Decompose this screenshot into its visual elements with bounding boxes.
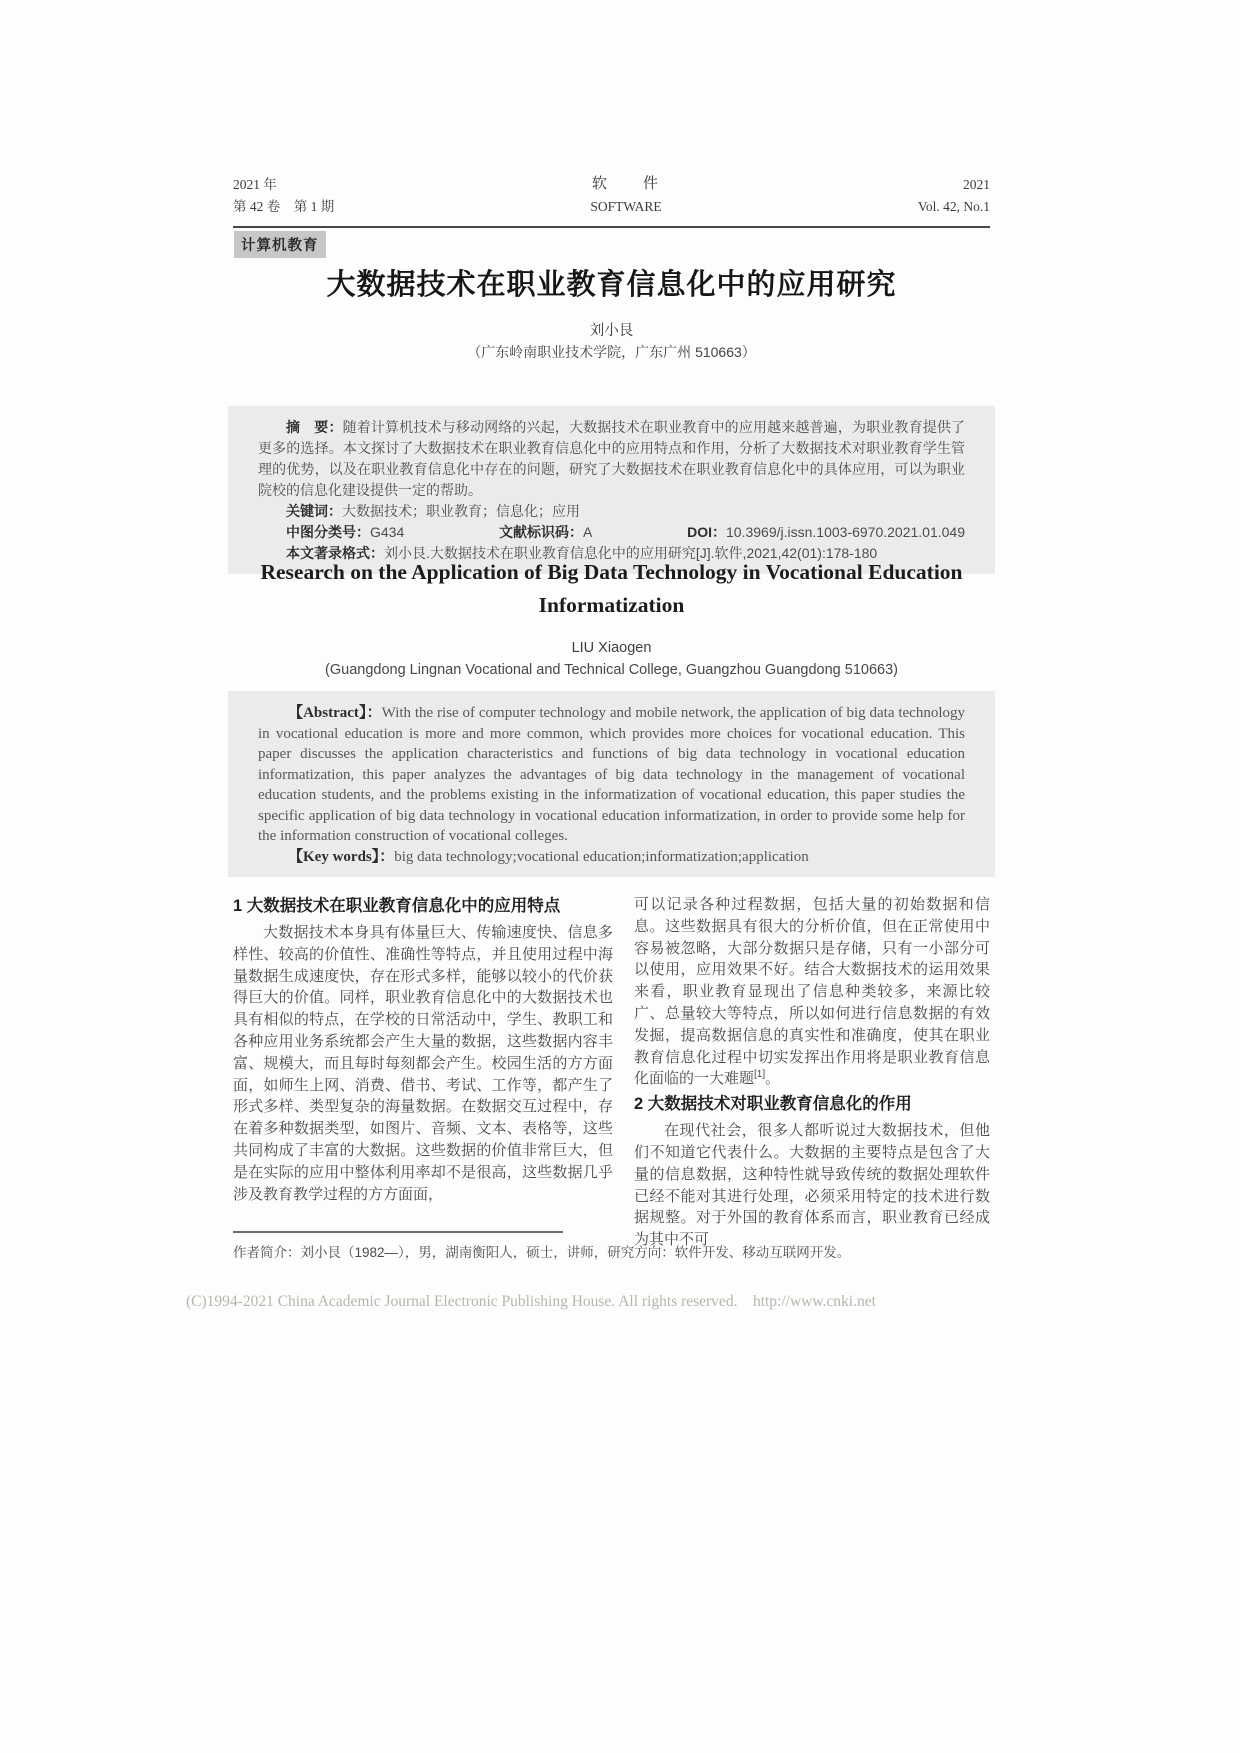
abstract-cn — [258, 417, 965, 501]
article-title-en-line1: Research on the Application of Big Data Technology in Vocational Education — [260, 560, 963, 584]
doc-code-item — [499, 522, 592, 543]
abstract-en-label: 【Abstract】： — [288, 705, 382, 721]
keywords-cn-label: 关键词： — [286, 503, 342, 519]
section2-heading: 2 大数据技术对职业教育信息化的作用 — [634, 1095, 912, 1114]
author-cn: 刘小艮 — [589, 323, 634, 339]
abstract-cn-label: 摘 要： — [286, 419, 343, 435]
doi-label: DOI： — [687, 524, 727, 540]
journal-title-en: SOFTWARE — [590, 199, 662, 214]
journal-header-center — [590, 172, 661, 218]
keywords-cn-text: 大数据技术；职业教育；信息化；应用 — [342, 503, 580, 519]
article-title-en-line2: Informatization — [538, 593, 685, 617]
affiliation-en: (Guangdong Lingnan Vocational and Technical College, Guangzhou Guangdong 510663) — [325, 662, 898, 678]
keywords-en-label: 【Key words】： — [288, 848, 395, 865]
journal-year-cn: 2021 年 — [233, 177, 277, 193]
cnki-copyright-line: (C)1994-2021 China Academic Journal Electronic Publishing House. All rights reserved. http://www.cnki.net — [186, 1293, 876, 1310]
reference-marker: [1] — [754, 1069, 766, 1081]
journal-vol-right: Vol. 42, No.1 — [917, 199, 990, 214]
journal-year-right: 2021 — [963, 177, 990, 193]
journal-header-right — [918, 174, 990, 217]
journal-header-left — [233, 174, 334, 217]
body-columns — [233, 894, 990, 1251]
section1-continuation-text: 可以记录各种过程数据，包括大量的初始数据和信息。这些数据具有很大的分析价值，但在正常使用中容易被忽略，大部分数据只是存储，只有一小部分可以使用，应用效果不好。结合大数据技术的运用效果来看，职业教育显现出了信息种类较多，来源比较广、总量较大等特点，所以如何进行信息数据的有效发掘，提高数据信息的真实性和准确度，使其在职业教育信息化过程中切实发挥出作用将是职业教育信息化面临的一大难题 — [634, 896, 990, 1088]
doc-code-value: A — [583, 524, 593, 540]
keywords-en-text: big data technology;vocational education;informatization;application — [394, 848, 809, 865]
author-bio-footnote: 作者简介：刘小艮（1982—），男，湖南衡阳人，硕士，讲师，研究方向：软件开发、移动互联网开发。 — [233, 1245, 851, 1260]
article-title-en — [233, 556, 990, 622]
affiliation-cn: （广东岭南职业技术学院，广东广州 510663） — [467, 344, 756, 360]
section1-paragraph-continued — [634, 894, 990, 1090]
journal-title-cn: 软 件 — [592, 176, 661, 192]
abstract-en — [258, 703, 965, 847]
citation-label: 本文著录格式： — [286, 545, 384, 561]
journal-volume-cn: 第 42 卷 第 1 期 — [233, 199, 335, 214]
doi-item — [687, 522, 965, 543]
section1-paragraph: 大数据技术本身具有体量巨大、传输速度快、信息多样性、较高的价值性、准确性等特点，并且使用过程中海量数据生成速度快，存在形式多样，能够以较小的代价获得巨大的价值。同样，职业教育信息化中的大数据技术也具有相似的特点，在学校的日常活动中，学生、教职工和各种应用业务系统都会产生大量的数据，这些数据内容丰富、规模大，而且每时每刻都会产生。校园生活的方方面面，如师生上网、消费、借书、考试、工作等，都产生了形式多样、类型复杂的海量数据。在数据交互过程中，存在着多种数据类型，如图片、音频、文本、表格等，这些共同构成了丰富的大数据。这些数据的价值非常巨大，但是在实际的应用中整体利用率却不是很高，这些数据几乎涉及教育教学过程的方方面面， — [233, 924, 613, 1203]
article-title-cn: 大数据技术在职业教育信息化中的应用研究 — [326, 269, 897, 301]
category-badge: 计算机教育 — [234, 231, 326, 258]
footnote-divider — [233, 1231, 563, 1233]
classification-row — [258, 522, 965, 543]
abstract-panel-en — [228, 691, 995, 877]
clc-value: G434 — [370, 524, 405, 540]
abstract-cn-text: 随着计算机技术与移动网络的兴起，大数据技术在职业教育中的应用越来越普遍，为职业教育提供了更多的选择。本文探讨了大数据技术在职业教育信息化中的应用特点和作用，分析了大数据技术对职业教育学生管理的优势，以及在职业教育信息化中存在的问题，研究了大数据技术在职业教育信息化中的具体应用，可以为职业院校的信息化建设提供一定的帮助。 — [258, 419, 966, 498]
author-en: LIU Xiaogen — [571, 640, 652, 656]
section1-heading: 1 大数据技术在职业教育信息化中的应用特点 — [233, 897, 561, 915]
doi-value: 10.3969/j.issn.1003-6970.2021.01.049 — [726, 524, 965, 540]
keywords-en — [258, 847, 965, 868]
sentence-end: 。 — [765, 1070, 781, 1088]
abstract-en-text: With the rise of computer technology and mobile network, the application of big data technology in vocational education is more and more common, which provides more choices for vocational education. This paper discusses the application characteristics and functions of big data technology in vocational education informatization, this paper analyzes the advantages of big data technology in the management of vocational education students, and the problems existing in the informatization of vocational education, this paper studies the specific application of big data technology in vocational education informatization, in order to provide some help for the information construction of vocational colleges. — [258, 705, 965, 844]
doc-code-label: 文献标识码： — [499, 524, 584, 540]
body-column-right — [634, 894, 990, 1251]
section2-paragraph: 在现代社会，很多人都听说过大数据技术，但他们不知道它代表什么。大数据的主要特点是包含了大量的信息数据，这种特性就导致传统的数据处理软件已经不能对其进行处理，必须采用特定的技术进行数据规整。对于外国的教育体系而言，职业教育已经成为其中不可 — [634, 1122, 990, 1249]
abstract-panel-cn — [228, 406, 995, 574]
keywords-cn — [258, 501, 965, 522]
body-column-left — [233, 894, 613, 1251]
clc-item — [286, 522, 404, 543]
clc-label: 中图分类号： — [286, 524, 370, 540]
citation-text: 刘小艮.大数据技术在职业教育信息化中的应用研究[J].软件,2021,42(01):178-180 — [384, 545, 878, 561]
journal-header — [233, 172, 990, 228]
